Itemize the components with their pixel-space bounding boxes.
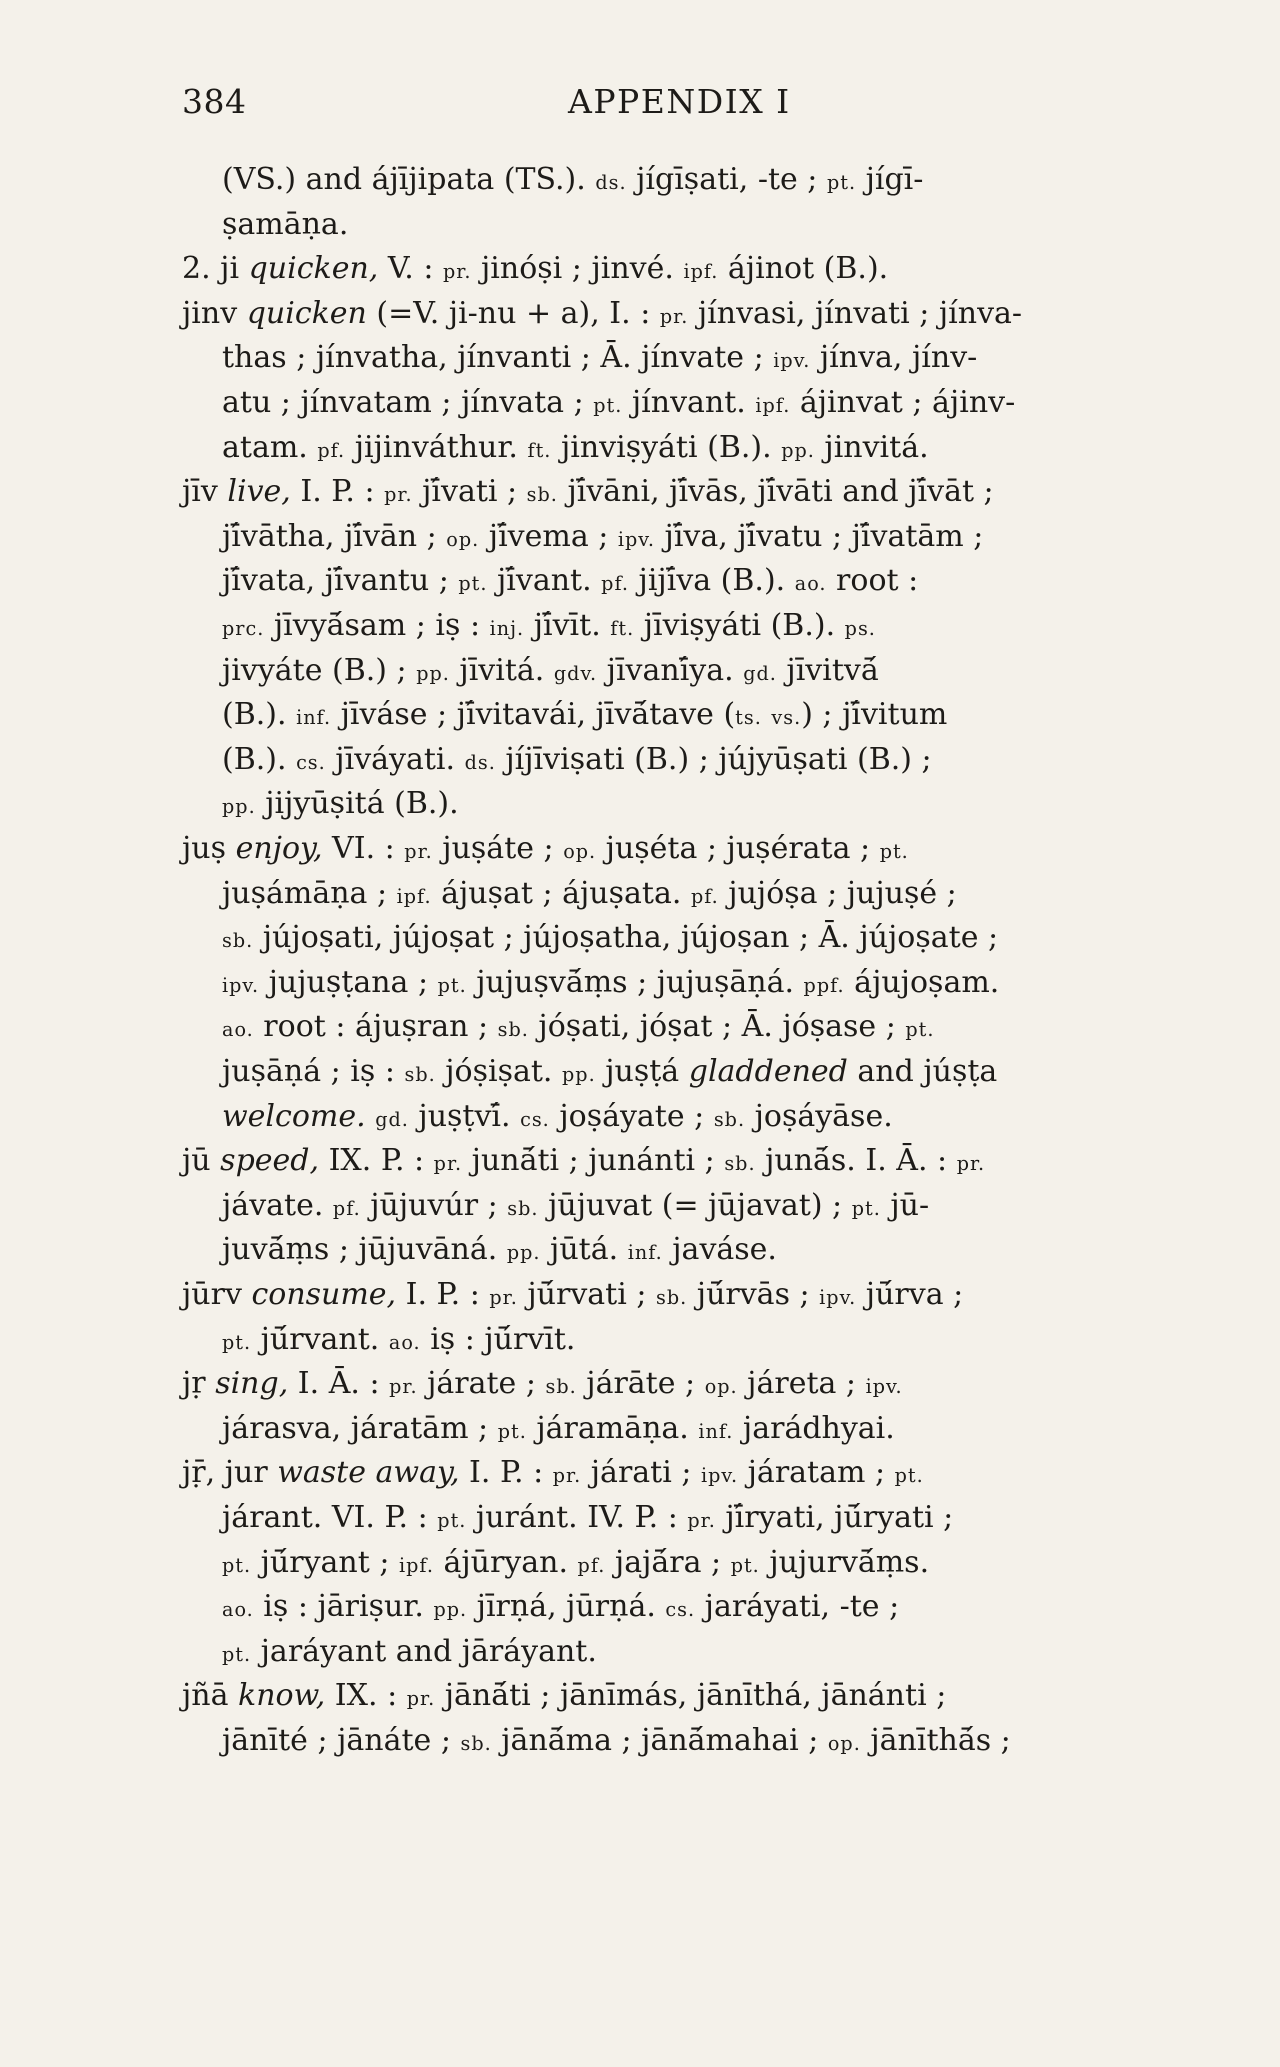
grammar-abbrev: inj. (489, 617, 525, 640)
grammar-abbrev: pr. (489, 1286, 518, 1309)
grammar-abbrev: ipv. (222, 973, 260, 997)
grammar-abbrev: gd. (743, 661, 777, 685)
entry-text-line (222, 1498, 953, 1538)
form-text: jóṣati, jóṣat ; Ā. jóṣase ; (528, 1009, 906, 1045)
gloss-text: quicken (246, 295, 367, 331)
grammar-abbrev: pt. (894, 1464, 924, 1488)
form-text: atam. (222, 429, 318, 465)
form-text: jīváyati. (325, 741, 465, 777)
form-text: jijyūṣitá (B.). (255, 786, 459, 822)
grammar-abbrev: gdv. (553, 661, 598, 685)
form-text: (VS.) and ájījipata (TS.). (222, 162, 596, 197)
entry-headword-line (182, 472, 994, 512)
form-text: ) ; jī́vitum (801, 697, 948, 733)
entry-text-line (222, 1721, 1011, 1761)
form-text: jñā (182, 1678, 239, 1714)
grammar-abbrev: op. (827, 1732, 861, 1755)
form-text: jīvanī́ya. (597, 652, 744, 688)
grammar-abbrev: ppf. (803, 973, 845, 997)
grammar-abbrev: ipv. (617, 527, 655, 551)
form-text: jinóṣi ; jinvé. (471, 251, 684, 287)
grammar-abbrev: ipf. (396, 884, 432, 908)
form-text: I. P. : (459, 1455, 553, 1491)
grammar-abbrev: ft. (610, 617, 635, 640)
grammar-abbrev: ao. (222, 1598, 254, 1622)
entry-text-line (222, 963, 999, 1003)
form-text: juvā́ṃs ; jūjuvāná. (222, 1232, 507, 1268)
grammar-abbrev: cs. (296, 750, 326, 774)
entry-headword-line (182, 1275, 963, 1315)
grammar-abbrev: pt. (222, 1330, 252, 1354)
grammar-abbrev: ds. (464, 750, 496, 774)
form-text: jíjīviṣati (B.) ; jújyūṣati (B.) ; (495, 741, 932, 777)
form-text (762, 697, 772, 732)
form-text: jajā́ra ; (605, 1544, 731, 1580)
entry-text-line (222, 383, 1015, 423)
grammar-abbrev: pp. (562, 1063, 596, 1086)
grammar-abbrev: ipv. (819, 1286, 857, 1309)
form-text: ájūryan. (433, 1544, 578, 1580)
grammar-abbrev: pf. (601, 572, 629, 596)
form-text: juṣámāṇa ; (222, 875, 397, 911)
grammar-abbrev: pt. (851, 1196, 881, 1220)
form-text: root : ájuṣran ; (253, 1009, 498, 1045)
entry-text-line (222, 1320, 575, 1360)
entry-text-line (222, 428, 929, 468)
gloss-text: live, (227, 474, 291, 510)
form-text: and júṣṭa (847, 1054, 998, 1089)
form-text: jīviṣyáti (B.). (634, 608, 845, 643)
form-text: jū (182, 1143, 221, 1179)
form-text: jujuṣvā́ṃs ; jujuṣāṇá. (466, 964, 804, 1000)
page-number: 384 (182, 82, 247, 121)
form-text: jávate. (222, 1187, 333, 1223)
form-text: jānā́ti ; jānīmás, jānīthá, jānánti ; (435, 1678, 947, 1714)
form-text: jī́vāni, jī́vās, jī́vāti and jī́vāt ; (557, 474, 994, 510)
form-text: jānīté ; jānáte ; (222, 1723, 461, 1758)
form-text: járamāṇa. (526, 1410, 699, 1446)
entry-text-line (222, 1186, 929, 1226)
form-text: jujóṣa ; jujuṣé ; (718, 875, 957, 911)
form-text: jujuṣṭana ; (259, 964, 438, 1000)
form-text: jū- (880, 1187, 930, 1223)
form-text: jū́rvās ; (687, 1277, 820, 1312)
gloss-text: consume, (251, 1277, 397, 1312)
grammar-abbrev: sb. (507, 1196, 539, 1220)
grammar-abbrev: pr. (552, 1464, 582, 1488)
form-text: jīvitvā́ (776, 652, 879, 688)
grammar-abbrev: sb. (713, 1107, 746, 1131)
gloss-text: waste away, (277, 1455, 460, 1491)
grammar-abbrev: sb. (724, 1152, 756, 1176)
form-text: jānā́ma ; jānā́mahai ; (491, 1723, 828, 1758)
entry-headword-line (182, 829, 909, 869)
form-text: jīváse ; jī́vitavái, jīvā́tave ( (331, 697, 736, 733)
grammar-abbrev: pr. (659, 304, 689, 328)
grammar-abbrev: pt. (437, 1509, 467, 1532)
entry-text-line (222, 695, 947, 735)
form-text: jīvitá. (449, 652, 554, 688)
entry-text-line (222, 1007, 934, 1047)
form-text: jī́va, jī́vatu ; jī́vatām ; (654, 518, 984, 554)
form-text: jígī- (856, 162, 924, 197)
form-text: járeta ; (737, 1366, 866, 1402)
grammar-abbrev: pt. (905, 1018, 935, 1042)
grammar-abbrev: op. (563, 840, 597, 863)
entry-headword-line (182, 294, 1022, 334)
form-text: joṣáyāse. (745, 1098, 893, 1134)
entry-text-line (222, 874, 957, 914)
grammar-abbrev: ao. (794, 572, 827, 596)
grammar-abbrev: pr. (956, 1152, 986, 1176)
form-text: jarádhyai. (733, 1410, 895, 1446)
grammar-abbrev: ipv. (701, 1464, 739, 1488)
form-text: jī́vema ; (479, 518, 618, 554)
grammar-abbrev: pt. (222, 1642, 252, 1666)
form-text: jī́ryati, jū́ryati ; (715, 1500, 954, 1535)
form-text: jī́vata, jī́vantu ; (222, 563, 459, 599)
gloss-text: sing, (215, 1366, 289, 1402)
grammar-abbrev: op. (704, 1375, 738, 1399)
entry-headword-line (182, 1453, 924, 1493)
form-text: iṣ : jū́rvīt. (420, 1321, 576, 1357)
form-text: VI. : (322, 831, 405, 866)
grammar-abbrev: gd. (375, 1107, 409, 1131)
grammar-abbrev: pr. (389, 1375, 418, 1399)
form-text: (=V. ji-nu + a), I. : (366, 295, 660, 331)
grammar-abbrev: pp. (433, 1598, 468, 1622)
form-text: jṝ, jur (182, 1455, 278, 1491)
grammar-abbrev: sb. (656, 1286, 688, 1309)
grammar-abbrev: ipf. (755, 394, 791, 417)
form-text: járatam ; (738, 1455, 895, 1491)
grammar-abbrev: ds. (595, 171, 627, 194)
form-text: javáse. (662, 1232, 777, 1268)
entry-text-line (222, 1587, 899, 1627)
gloss-text: gladdened (688, 1054, 848, 1089)
form-text: jī́vātha, jī́vān ; (222, 518, 447, 554)
form-text: jū́rvant. (251, 1321, 389, 1357)
grammar-abbrev: pf. (690, 884, 719, 908)
form-text: juṣṭvī́. (408, 1098, 521, 1134)
entry-text-line (222, 1230, 777, 1270)
form-text: jānīthā́s ; (860, 1723, 1011, 1758)
form-text: I. P. : (290, 474, 385, 510)
grammar-abbrev: cs. (665, 1598, 696, 1622)
form-text: jūrv (182, 1277, 252, 1312)
entry-text-line (222, 651, 879, 691)
entry-text-line (222, 160, 923, 200)
grammar-abbrev: pp. (506, 1241, 541, 1265)
grammar-abbrev: pr. (384, 483, 413, 507)
grammar-abbrev: pp. (222, 795, 256, 819)
entry-text-line (222, 517, 983, 557)
grammar-abbrev: ao. (388, 1330, 421, 1354)
grammar-abbrev: sb. (526, 483, 558, 507)
entry-headword-line (182, 1141, 985, 1181)
grammar-abbrev: pr. (443, 260, 472, 284)
form-text: járant. VI. P. : (222, 1500, 438, 1535)
form-text: juṣéta ; juṣérata ; (596, 831, 880, 866)
grammar-abbrev: inf. (627, 1241, 663, 1265)
grammar-abbrev: sb. (460, 1732, 492, 1755)
form-text: ájujoṣam. (844, 964, 1000, 1000)
grammar-abbrev: pr. (687, 1509, 716, 1532)
form-text: ájinot (B.). (718, 251, 889, 287)
grammar-abbrev: sb. (222, 929, 254, 953)
form-text: (B.). (222, 697, 297, 733)
form-text: juṣáte ; (432, 831, 564, 866)
entry-text-line (222, 784, 459, 824)
form-text: jū́rva ; (856, 1277, 964, 1312)
form-text: jī́vati ; (412, 474, 527, 510)
entry-headword-line (182, 1364, 903, 1404)
form-text: jīv (182, 474, 228, 510)
grammar-abbrev: pr. (406, 1687, 436, 1711)
grammar-abbrev: pt. (593, 394, 623, 417)
form-text: juṣāṇá ; iṣ : (222, 1054, 405, 1089)
entry-text-line (222, 1052, 997, 1092)
running-title: APPENDIX I (568, 82, 791, 121)
form-text: IX. P. : (319, 1143, 434, 1179)
entry-text-line (222, 740, 932, 780)
grammar-abbrev: pt. (458, 572, 488, 596)
gloss-text: know, (238, 1678, 326, 1714)
form-text: járasva, járatām ; (222, 1410, 498, 1446)
form-text: jivyáte (B.) ; (222, 652, 417, 688)
grammar-abbrev: ps. (844, 617, 876, 640)
form-text: juṣ (182, 831, 236, 866)
grammar-abbrev: pr. (433, 1152, 463, 1176)
form-text: járati ; (581, 1455, 701, 1491)
grammar-abbrev: pr. (404, 840, 433, 863)
grammar-abbrev: inf. (698, 1419, 734, 1443)
form-text: jinviṣyáti (B.). (551, 429, 782, 465)
grammar-abbrev: pf. (317, 438, 346, 462)
gloss-text: enjoy, (235, 831, 323, 866)
grammar-abbrev: ft. (527, 438, 552, 462)
grammar-abbrev: ipv. (865, 1375, 903, 1399)
form-text: jū́rvati ; (517, 1277, 656, 1312)
entry-text-line (222, 918, 998, 958)
grammar-abbrev: inf. (296, 706, 332, 730)
form-text: jijinváthur. (345, 429, 528, 465)
form-text: jijī́va (B.). (628, 563, 795, 599)
grammar-abbrev: ipf. (683, 260, 719, 284)
gloss-text: speed, (220, 1143, 320, 1179)
entry-text-line (222, 1409, 895, 1449)
grammar-abbrev: ao. (222, 1018, 254, 1042)
grammar-abbrev: sb. (404, 1063, 436, 1086)
form-text: jígīṣati, -te ; (626, 162, 827, 197)
form-text: jínvasi, jínvati ; jínva- (688, 295, 1023, 331)
grammar-abbrev: pt. (437, 973, 467, 997)
grammar-abbrev: prc. (222, 617, 265, 640)
gloss-text: welcome. (222, 1098, 366, 1134)
grammar-abbrev: sb. (497, 1018, 529, 1042)
form-text: jujurvā́ṃs. (759, 1544, 930, 1580)
grammar-abbrev: pp. (416, 661, 450, 685)
form-text: IX. : (325, 1678, 407, 1714)
form-text: járāte ; (576, 1366, 705, 1402)
grammar-abbrev: pt. (497, 1419, 527, 1443)
entry-text-line (222, 561, 918, 601)
form-text: ṣamāṇa. (222, 206, 349, 242)
form-text: jī́vīt. (524, 608, 611, 643)
grammar-abbrev: pf. (577, 1553, 606, 1577)
entry-text-line (222, 1543, 929, 1583)
form-text: jū́ryant ; (251, 1544, 399, 1580)
form-text: jinvitá. (814, 429, 929, 465)
grammar-abbrev: vs. (771, 706, 802, 730)
entry-text-line (222, 1097, 893, 1137)
grammar-abbrev: sb. (545, 1375, 577, 1399)
form-text: joṣáyate ; (549, 1098, 714, 1134)
grammar-abbrev: pf. (332, 1196, 361, 1220)
grammar-abbrev: ts. (735, 706, 762, 730)
form-text: junā́ti ; junánti ; (462, 1143, 725, 1179)
form-text: jūjuvúr ; (360, 1187, 508, 1223)
grammar-abbrev: pt. (879, 840, 909, 863)
form-text: ájuṣat ; ájuṣata. (431, 875, 691, 911)
form-text: (B.). (222, 741, 297, 777)
form-text: jóṣiṣat. (435, 1054, 563, 1089)
form-text: jínva, jínv- (810, 340, 978, 376)
form-text: junā́s. I. Ā. : (755, 1143, 957, 1179)
form-text: V. : (378, 251, 443, 287)
form-text: jújoṣati, jújoṣat ; jújoṣatha, jújoṣan ; Ā. jújoṣate ; (253, 920, 999, 956)
form-text: ájinvat ; ájinv- (790, 385, 1016, 420)
form-text: juránt. IV. P. : (466, 1500, 688, 1535)
grammar-abbrev: pt. (222, 1553, 252, 1577)
form-text: I. P. : (396, 1277, 490, 1312)
grammar-abbrev: pt. (826, 171, 857, 194)
form-text: járate ; (417, 1366, 546, 1402)
grammar-abbrev: pp. (781, 438, 815, 462)
form-text: jṛ (182, 1366, 216, 1402)
form-text: jaráyati, -te ; (695, 1589, 900, 1625)
form-text: jūjuvat (= jūjavat) ; (538, 1187, 852, 1223)
form-text: jūtá. (540, 1232, 628, 1268)
form-text: thas ; jínvatha, jínvanti ; Ā. jínvate ; (222, 340, 774, 376)
form-text: jaráyant and jāráyant. (251, 1633, 597, 1669)
form-text: jīrṇá, jūrṇá. (467, 1589, 666, 1625)
grammar-abbrev: pt. (730, 1553, 760, 1577)
form-text: 2. ji (182, 251, 249, 287)
entry-text-line (222, 1632, 597, 1672)
entry-headword-line (182, 1676, 946, 1716)
page-header (182, 82, 842, 132)
entry-headword-line (182, 249, 888, 289)
form-text: juṣṭá (595, 1054, 689, 1089)
form-text (366, 1099, 376, 1134)
form-text: iṣ : jāriṣur. (253, 1589, 434, 1625)
form-text: I. Ā. : (288, 1366, 390, 1402)
grammar-abbrev: cs. (520, 1107, 550, 1131)
form-text: jī́vant. (487, 563, 602, 599)
grammar-abbrev: ipf. (398, 1553, 434, 1577)
entry-text-line (222, 338, 977, 378)
form-text: jīvyā́sam ; iṣ : (264, 608, 490, 643)
grammar-abbrev: ipv. (773, 349, 811, 373)
grammar-abbrev: op. (446, 527, 480, 551)
form-text: atu ; jínvatam ; jínvata ; (222, 385, 594, 420)
entry-text-line (222, 205, 348, 245)
form-text: root : (826, 563, 919, 599)
gloss-text: quicken, (248, 251, 379, 287)
form-text: jinv (182, 295, 247, 331)
entry-text-line (222, 606, 876, 646)
form-text: jínvant. (622, 385, 756, 420)
